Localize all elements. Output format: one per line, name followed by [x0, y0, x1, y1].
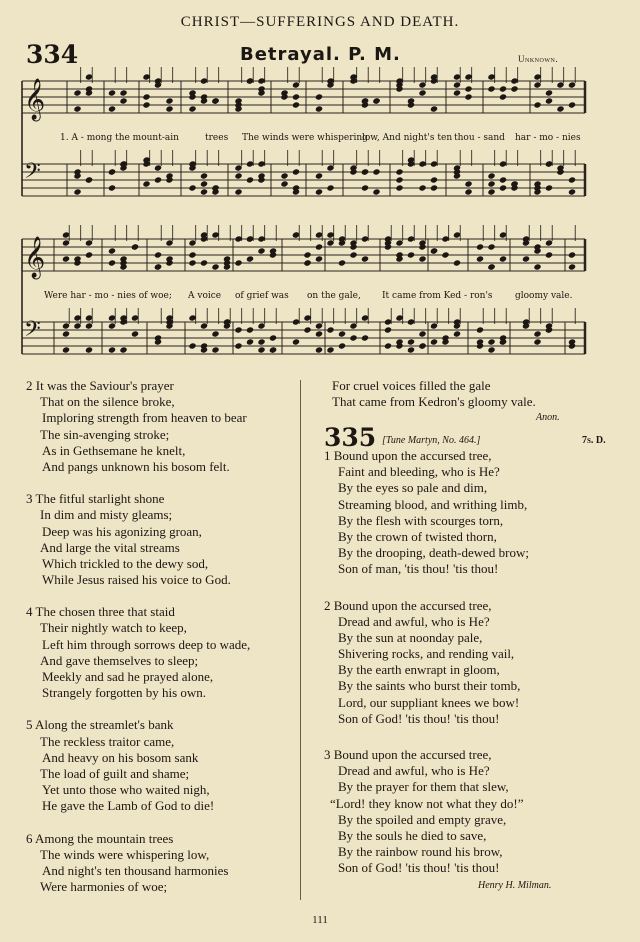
lyric-line1-seg4: low, And night's ten — [362, 133, 453, 143]
verse-line: 4 The chosen three that staid — [26, 604, 175, 620]
note-head — [211, 346, 219, 353]
note-head — [418, 330, 426, 337]
note-head — [108, 346, 116, 353]
note-head — [545, 97, 553, 104]
note-head — [453, 330, 461, 337]
note-head — [338, 259, 346, 266]
note-head — [568, 263, 576, 270]
note-head — [200, 172, 208, 179]
note-head — [430, 184, 438, 191]
hymn-number-335: 335 — [324, 423, 377, 452]
note-head — [533, 330, 541, 337]
verse-3 — [26, 491, 298, 588]
note-head — [545, 184, 553, 191]
note-head — [464, 180, 472, 187]
lyric-line2-seg2: A voice — [188, 291, 222, 301]
note-head — [200, 259, 208, 266]
verse-line: By the souls he died to save, — [338, 827, 487, 843]
note-head — [119, 346, 127, 353]
verse-line: Strangely forgotten by his own. — [42, 685, 207, 701]
bass-clef-icon: 𝄢 — [24, 159, 41, 189]
verse-6-continuation — [332, 378, 612, 410]
verse-line: Meekly and sad he prayed alone, — [42, 669, 214, 684]
note-head — [395, 184, 403, 191]
note-head — [510, 85, 518, 92]
verse-line: By the spoiled and empty grave, — [338, 811, 507, 827]
note-head — [73, 89, 81, 96]
verse-line: Streaming blood, and writhing limb, — [338, 496, 528, 512]
note-head — [499, 85, 507, 92]
note-head — [430, 338, 438, 345]
verse-line: And pangs unknown his bosom felt. — [42, 458, 230, 474]
note-head — [246, 255, 254, 262]
note-head — [257, 346, 265, 353]
verse-line: 3 Bound upon the accursed tree, — [324, 747, 492, 762]
note-head — [188, 251, 196, 258]
lyric-line2-seg6: gloomy vale. — [515, 291, 573, 301]
note-head — [142, 93, 150, 100]
verse-line: By the crown of twisted thorn, — [338, 528, 497, 544]
note-head — [441, 251, 449, 258]
note-head — [234, 326, 242, 333]
note-head — [303, 259, 311, 266]
note-head — [269, 334, 277, 341]
verse-line: 5 Along the streamlet's bank — [26, 717, 174, 733]
composer: Unknown. — [518, 54, 559, 64]
note-head — [430, 176, 438, 183]
verse-line: Faint and bleeding, who is He? — [338, 464, 500, 480]
note-head — [487, 243, 495, 250]
note-head — [464, 188, 472, 195]
tune-title: Betrayal. P. M. — [240, 44, 401, 65]
note-head — [315, 93, 323, 100]
note-head — [211, 263, 219, 270]
note-head — [568, 251, 576, 258]
verse-line: Yet unto those who waited nigh, — [42, 782, 210, 798]
note-head — [568, 188, 576, 195]
verse-line: Son of God! 'tis thou! 'tis thou! — [338, 860, 500, 876]
lyric-line2-seg5: It came from Ked - ron's — [382, 291, 493, 301]
note-head — [280, 180, 288, 187]
verse-line: By the rainbow round his brow, — [338, 844, 503, 860]
note-head — [464, 93, 472, 100]
note-head — [257, 338, 265, 345]
note-head — [476, 243, 484, 250]
note-head — [280, 172, 288, 179]
note-head — [246, 176, 254, 183]
verse-line: Deep was his agonizing groan, — [42, 523, 202, 539]
verse-line: Son of God! 'tis thou! 'tis thou! — [338, 710, 500, 726]
note-head — [349, 251, 357, 258]
verse-line: And gave themselves to sleep; — [40, 652, 199, 668]
note-head — [315, 346, 323, 353]
verse-line: And night's ten thousand harmonies — [42, 862, 229, 878]
note-head — [188, 259, 196, 266]
note-head — [142, 101, 150, 108]
note-head — [487, 338, 495, 345]
note-head — [292, 101, 300, 108]
note-head — [568, 101, 576, 108]
note-head — [361, 168, 369, 175]
verse-line: Shivering rocks, and rending vail, — [338, 646, 515, 662]
note-head — [499, 176, 507, 183]
note-head — [73, 188, 81, 195]
lyric-line2-seg3: of grief was — [235, 291, 289, 301]
note-head — [395, 176, 403, 183]
lyric-line2-seg4: on the gale, — [307, 291, 361, 301]
verse-line: By the prayer for them that slew, — [338, 779, 509, 795]
note-head — [154, 176, 162, 183]
note-head — [188, 342, 196, 349]
verse-6 — [26, 831, 298, 896]
lyric-line1-seg1: 1. A - mong the mount-ain — [60, 133, 179, 143]
note-head — [407, 251, 415, 258]
note-head — [62, 346, 70, 353]
note-head — [326, 326, 334, 333]
verse-line: Son of man, 'tis thou! 'tis thou! — [338, 561, 499, 577]
note-head — [315, 330, 323, 337]
note-head — [372, 168, 380, 175]
meter: 7s. D. — [582, 435, 606, 446]
verse-line: Left him through sorrows deep to wade, — [42, 636, 251, 652]
note-head — [499, 255, 507, 262]
note-head — [384, 326, 392, 333]
note-head — [395, 168, 403, 175]
page-number: 111 — [312, 914, 328, 926]
note-head — [487, 180, 495, 187]
verse-line: The sin-avenging stroke; — [40, 426, 170, 442]
note-head — [315, 105, 323, 112]
note-head — [131, 330, 139, 337]
treble-clef-icon: 𝄞 — [24, 79, 46, 120]
note-head — [384, 342, 392, 349]
verse-line: And heavy on his bosom sank — [42, 749, 199, 765]
verse-line: By the flesh with scourges torn, — [338, 512, 504, 528]
note-head — [533, 101, 541, 108]
note-head — [453, 89, 461, 96]
note-head — [108, 259, 116, 266]
note-head — [315, 255, 323, 262]
note-head — [533, 338, 541, 345]
note-head — [211, 330, 219, 337]
verse-5 — [26, 717, 298, 814]
note-head — [154, 263, 162, 270]
note-head — [108, 105, 116, 112]
note-head — [476, 326, 484, 333]
verse-2 — [324, 598, 614, 728]
note-head — [303, 251, 311, 258]
note-head — [62, 330, 70, 337]
verse-4 — [26, 604, 298, 701]
note-head — [154, 251, 162, 258]
verse-line: And large the vital streams — [40, 539, 180, 555]
verse-line: By the eyes so pale and dim, — [338, 480, 488, 496]
verse-line: That on the silence broke, — [40, 394, 175, 410]
note-head — [234, 259, 242, 266]
note-head — [372, 188, 380, 195]
note-head — [499, 93, 507, 100]
verse-line: 2 It was the Saviour's prayer — [26, 378, 174, 393]
treble-clef-icon: 𝄞 — [24, 237, 46, 278]
note-head — [487, 172, 495, 179]
verse-line: Dread and awful, who is He? — [338, 763, 490, 779]
verse-line: Which trickled to the dewy sod, — [42, 555, 209, 571]
note-head — [326, 346, 334, 353]
verse-line: 3 The fitful starlight shone — [26, 491, 165, 507]
verse-line: The load of guilt and shame; — [40, 765, 190, 781]
note-head — [430, 105, 438, 112]
verse-2 — [26, 378, 298, 475]
verses-335 — [324, 448, 614, 877]
note-head — [407, 346, 415, 353]
bass-clef-icon: 𝄢 — [24, 317, 41, 347]
note-head — [234, 188, 242, 195]
lyric-line2-seg1: Were har - mo - nies of woe; — [44, 291, 172, 301]
lyric-line1-seg6: har - mo - nies — [515, 133, 581, 143]
note-head — [234, 342, 242, 349]
note-head — [131, 243, 139, 250]
note-head — [361, 184, 369, 191]
note-head — [119, 97, 127, 104]
note-head — [499, 184, 507, 191]
tune-reference: [Tune Martyn, No. 464.] — [382, 435, 481, 446]
note-head — [292, 93, 300, 100]
verse-3 — [324, 747, 614, 877]
column-divider — [300, 380, 301, 900]
note-head — [418, 89, 426, 96]
section-title: CHRIST—SUFFERINGS AND DEATH. — [180, 14, 460, 30]
note-head — [556, 105, 564, 112]
verse-line: By the saints who burst their tomb, — [338, 678, 521, 694]
note-head — [338, 330, 346, 337]
verse-line: By the drooping, death-dewed brow; — [338, 545, 529, 561]
note-head — [85, 251, 93, 258]
note-head — [326, 184, 334, 191]
note-head — [453, 259, 461, 266]
note-head — [407, 338, 415, 345]
note-head — [292, 168, 300, 175]
note-head — [246, 338, 254, 345]
verse-line: By the sun at noonday pale, — [338, 629, 483, 645]
note-head — [568, 176, 576, 183]
note-head — [200, 180, 208, 187]
note-head — [200, 188, 208, 195]
note-head — [246, 326, 254, 333]
note-head — [487, 263, 495, 270]
verse-line: As in Gethsemane he knelt, — [42, 442, 186, 458]
note-head — [464, 85, 472, 92]
note-head — [85, 176, 93, 183]
note-head — [487, 346, 495, 353]
note-head — [303, 326, 311, 333]
note-head — [361, 334, 369, 341]
verse-1 — [324, 448, 614, 578]
attribution-335: Henry H. Milman. — [478, 880, 552, 891]
music-score — [0, 0, 640, 370]
verse-line: While Jesus raised his voice to God. — [42, 572, 231, 588]
verse-line: He gave the Lamb of God to die! — [42, 798, 215, 814]
hymn-number-334: 334 — [26, 40, 79, 69]
note-head — [418, 255, 426, 262]
note-head — [234, 172, 242, 179]
note-head — [257, 247, 265, 254]
note-head — [292, 338, 300, 345]
note-head — [188, 184, 196, 191]
note-head — [522, 255, 530, 262]
verse-line: Lord, our suppliant knees we bow! — [338, 694, 520, 710]
note-head — [108, 89, 116, 96]
note-head — [545, 89, 553, 96]
verse-line: The reckless traitor came, — [40, 733, 175, 749]
verse-line: 6 Among the mountain trees — [26, 830, 174, 846]
note-head — [372, 97, 380, 104]
note-head — [349, 334, 357, 341]
note-head — [142, 180, 150, 187]
verse-line: In dim and misty gleams; — [40, 507, 173, 523]
note-head — [476, 255, 484, 262]
note-head — [418, 342, 426, 349]
verse-line: 2 Bound upon the accursed tree, — [324, 597, 492, 613]
verse-line: The winds were whispering low, — [40, 846, 210, 862]
verse-line: For cruel voices filled the gale — [332, 378, 491, 393]
note-head — [361, 255, 369, 262]
note-head — [315, 172, 323, 179]
lyric-line1-seg5: thou - sand — [454, 133, 505, 143]
note-head — [211, 97, 219, 104]
note-head — [487, 188, 495, 195]
verse-line: 1 Bound upon the accursed tree, — [324, 448, 492, 463]
note-head — [165, 105, 173, 112]
lyric-line1-seg3: The winds were whispering — [242, 133, 368, 143]
note-head — [108, 247, 116, 254]
note-head — [487, 85, 495, 92]
verse-line: Imploring strength from heaven to bear — [42, 410, 247, 426]
attribution-334: Anon. — [536, 412, 560, 423]
lyric-line1-seg2: trees — [205, 133, 229, 143]
note-head — [315, 243, 323, 250]
verse-line: Their nightly watch to keep, — [40, 620, 187, 636]
verse-line: Were harmonies of woe; — [40, 879, 168, 895]
verses-334-left — [26, 378, 298, 895]
verse-line: Dread and awful, who is He? — [338, 613, 490, 629]
note-head — [108, 168, 116, 175]
note-head — [269, 346, 277, 353]
note-head — [62, 255, 70, 262]
note-head — [315, 188, 323, 195]
verse-line: By the earth enwrapt in gloom, — [338, 662, 500, 678]
note-head — [545, 251, 553, 258]
note-head — [338, 342, 346, 349]
note-head — [418, 184, 426, 191]
note-head — [108, 184, 116, 191]
note-head — [430, 247, 438, 254]
verse-line: “Lord! they know not what they do!” — [330, 795, 524, 811]
note-head — [188, 105, 196, 112]
note-head — [85, 346, 93, 353]
note-head — [533, 263, 541, 270]
note-head — [119, 89, 127, 96]
note-head — [73, 105, 81, 112]
verse-line: That came from Kedron's gloomy vale. — [332, 394, 536, 410]
note-head — [165, 97, 173, 104]
